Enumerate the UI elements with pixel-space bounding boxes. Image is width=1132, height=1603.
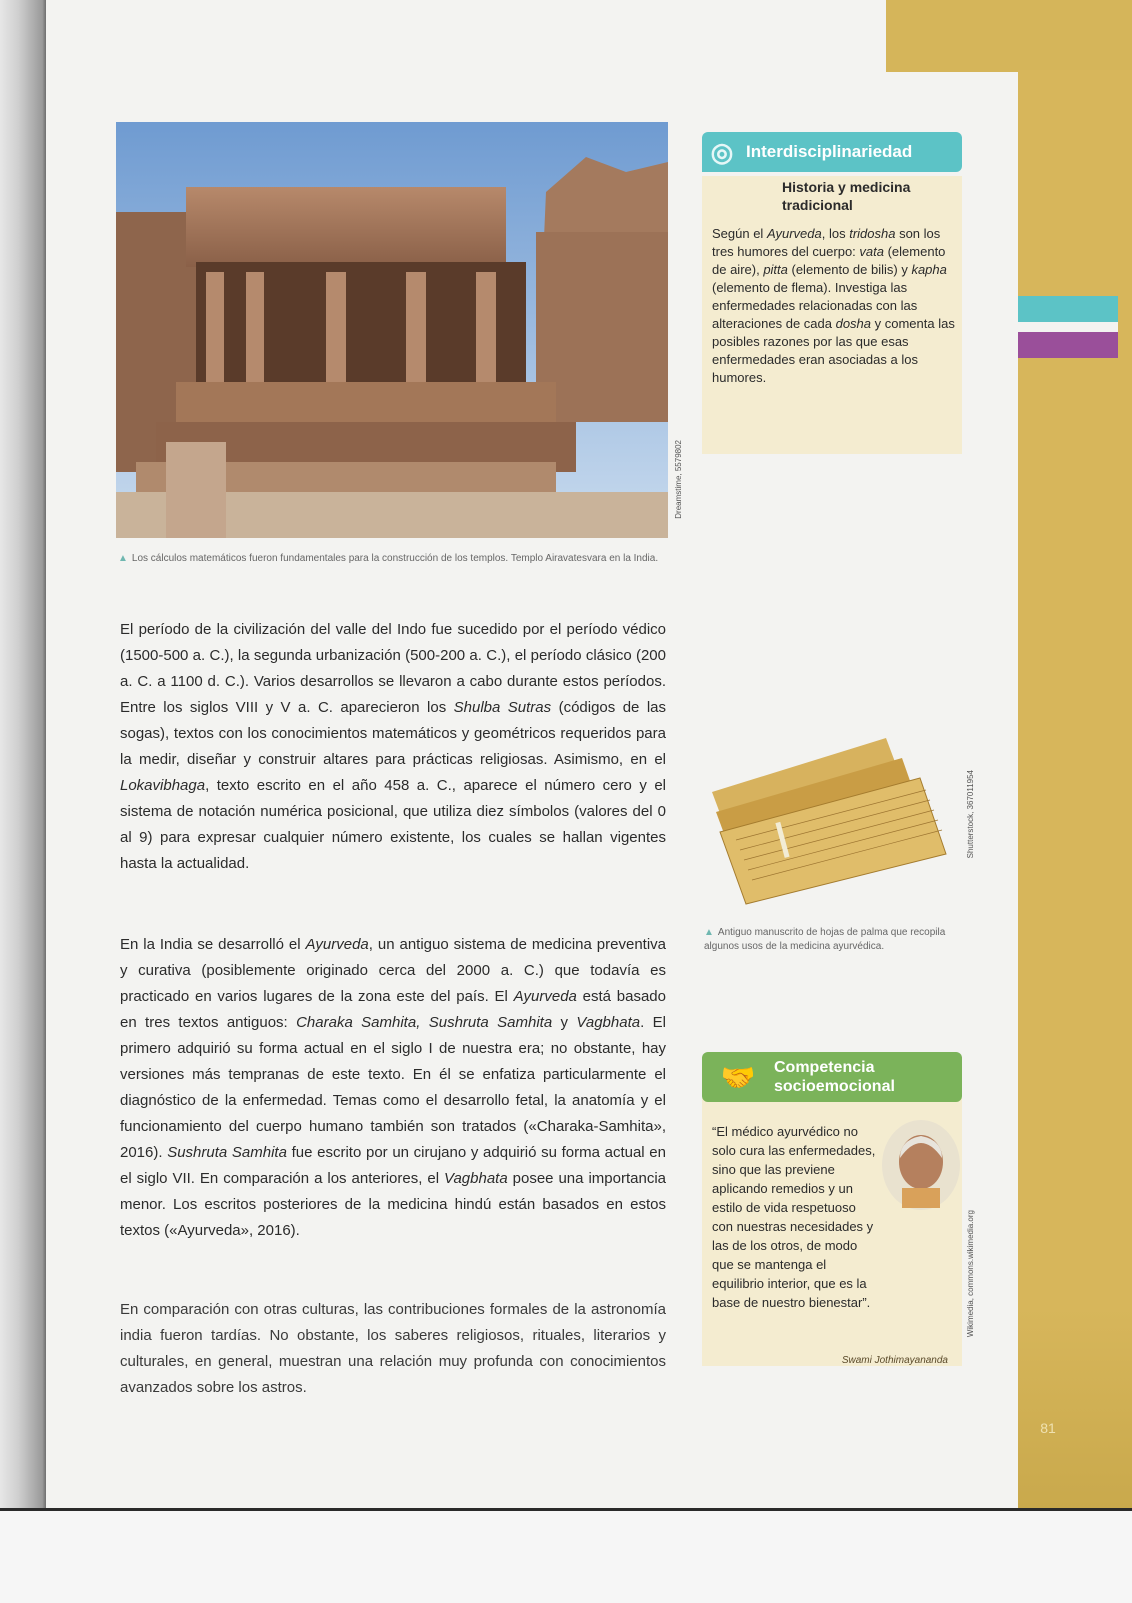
interdisciplinariedad-title: Interdisciplinariedad: [746, 142, 913, 161]
swami-quote: [712, 1122, 878, 1312]
b1-i5: kapha: [911, 262, 947, 277]
paragraph-2: [120, 932, 666, 1244]
manuscript-photo-caption: [704, 926, 966, 954]
b1-i6: dosha: [835, 316, 872, 331]
box1-subtitle-text: Historia y medicina tradicional: [782, 179, 911, 213]
box1-body: [712, 225, 957, 387]
socioemocional-title: [774, 1058, 895, 1096]
p2-text-a: En la India se desarrolló el: [120, 936, 306, 953]
portrait-credit: Wikimedia, commons.wikimedia.org: [966, 1210, 975, 1338]
b1-t6: (elemento de flema). Investiga las enfermedades relacionadas con las alteraciones de cada: [712, 280, 918, 331]
box1-subtitle: [712, 178, 957, 214]
palm-leaf-manuscript-photo: [706, 732, 960, 910]
spiral-icon: ◎: [710, 136, 734, 167]
p2-italic-e: Sushruta Samhita: [167, 1144, 287, 1161]
p2-italic-f: Vagbhata: [444, 1170, 508, 1187]
p1-text-c: , texto escrito en el año 458 a. C., aparece el número cero y el sistema de notación numérica posicional, que utiliza diez símbolos (valores del 0 al 9) para expresar cualquier número existente, los cuales se hallan vigentes hasta la actualidad.: [120, 777, 666, 872]
socioemocional-title-1: Competencia: [774, 1059, 875, 1076]
temple-photo-credit: Dreamstime, 5579802: [674, 440, 683, 519]
paragraph-1: [120, 617, 666, 877]
p2-text-b: , un antiguo sistema de medicina preventiva y curativa (posiblemente originado cerca del 2000 a. C.) que todavía es practicado en varios lugares de la zona este del país. El: [120, 936, 667, 1005]
purple-tab-stripe: [1018, 332, 1118, 358]
p3-text: En comparación con otras culturas, las contribuciones formales de la astronomía india fueron tardías. No obstante, los saberes religiosos, rituales, literarios y culturales, en general, muestran una relación muy profunda con conocimientos avanzados sobre los astros.: [120, 1301, 666, 1396]
b1-i1: Ayurveda: [766, 226, 822, 241]
p2-text-e: . El primero adquirió su forma actual en el siglo I de nuestra era; no obstante, hay versiones más tempranas de este texto. En él se enfatiza particularmente el diagnóstico de la enfermedad. Temas como el desarrollo fetal, la anatomía y el funcionamiento del cuerpo humano también son tratados («Charaka-Samhita», 2016).: [120, 1014, 666, 1161]
triangle-icon: ▲: [704, 927, 714, 938]
handshake-icon: 🤝: [720, 1061, 756, 1093]
gold-side-bar: [1018, 70, 1132, 1510]
p2-italic-a: Ayurveda: [305, 936, 369, 953]
manuscript-caption-text: Antiguo manuscrito de hojas de palma que recopila algunos usos de la medicina ayurvédica.: [704, 927, 946, 952]
teal-tab-stripe: [1018, 296, 1118, 322]
b1-t3: son los tres humores del cuerpo:: [712, 226, 941, 259]
quote-author: Swami Jothimayananda: [841, 1355, 948, 1366]
p1-italic-b: Lokavibhaga: [120, 777, 206, 794]
p1-italic-a: Shulba Sutras: [453, 699, 552, 716]
b1-t7: y comenta las posibles razones por las que esas enfermedades eran asociadas a los humores.: [712, 316, 955, 385]
p1-text-b: (códigos de las sogas), textos con los conocimientos matemáticos y geométricos requeridos para la medir, diseñar y construir altares para prácticas religiosas. Asimismo, en el: [120, 699, 666, 768]
temple-photo-caption: [118, 552, 678, 566]
p2-text-f: fue escrito por un cirujano y adquirió su forma actual en el siglo VII. En comparación a los anteriores, el: [120, 1144, 666, 1187]
b1-i3: vata: [859, 244, 884, 259]
temple-photo: [116, 122, 668, 538]
socioemocional-header: [702, 1052, 962, 1102]
temple-caption-text: Los cálculos matemáticos fueron fundamentales para la construcción de los templos. Templo Airavatesvara en la India.: [131, 553, 659, 564]
triangle-icon: ▲: [118, 553, 128, 564]
b1-t1: Según el: [712, 226, 767, 241]
page-gutter-shadow: [0, 0, 46, 1510]
page-number: 81: [1040, 1420, 1056, 1436]
manuscript-photo-credit: Shutterstock, 367011954: [966, 770, 975, 859]
gold-corner-bar: [886, 0, 1132, 72]
p2-text-d: y: [552, 1014, 577, 1031]
swami-portrait: [880, 1118, 962, 1212]
page-bottom-edge: [0, 1508, 1132, 1603]
swami-quote-text: “El médico ayurvédico no solo cura las enfermedades, sino que las previene aplicando remedios y un estilo de vida respetuoso con nuestras necesidades y las de los otros, de modo que se mantenga el equilibrio interior, que es la base de nuestro bienestar”.: [712, 1124, 876, 1310]
b1-t2: , los: [821, 226, 850, 241]
tab-divider: [1018, 322, 1118, 332]
p2-text-g: posee una importancia menor. Los escritos posteriores de la medicina hindú están basados en estos textos («Ayurveda», 2016).: [120, 1170, 666, 1239]
p2-text-c: está basado en tres textos antiguos:: [120, 988, 666, 1031]
paragraph-3: [120, 1297, 666, 1401]
p1-text-a: El período de la civilización del valle del Indo fue sucedido por el período védico (1500-500 a. C.), la segunda urbanización (500-200 a. C.), el período clásico (200 a. C. a 1100 d. C.). Varios desarrollos se llevaron a cabo durante estos períodos. Entre los siglos VIII y V a. C. aparecieron los: [120, 621, 666, 716]
b1-t5: (elemento de bilis) y: [787, 262, 912, 277]
p2-italic-b: Ayurveda: [513, 988, 577, 1005]
p2-italic-c: Charaka Samhita, Sushruta Samhita: [296, 1014, 553, 1031]
p2-italic-d: Vagbhata: [576, 1014, 641, 1031]
interdisciplinariedad-header: [702, 132, 962, 172]
socioemocional-title-2: socioemocional: [774, 1078, 895, 1095]
b1-t4: (elemento de aire),: [712, 244, 946, 277]
b1-i4: pitta: [763, 262, 788, 277]
b1-i2: tridosha: [849, 226, 896, 241]
